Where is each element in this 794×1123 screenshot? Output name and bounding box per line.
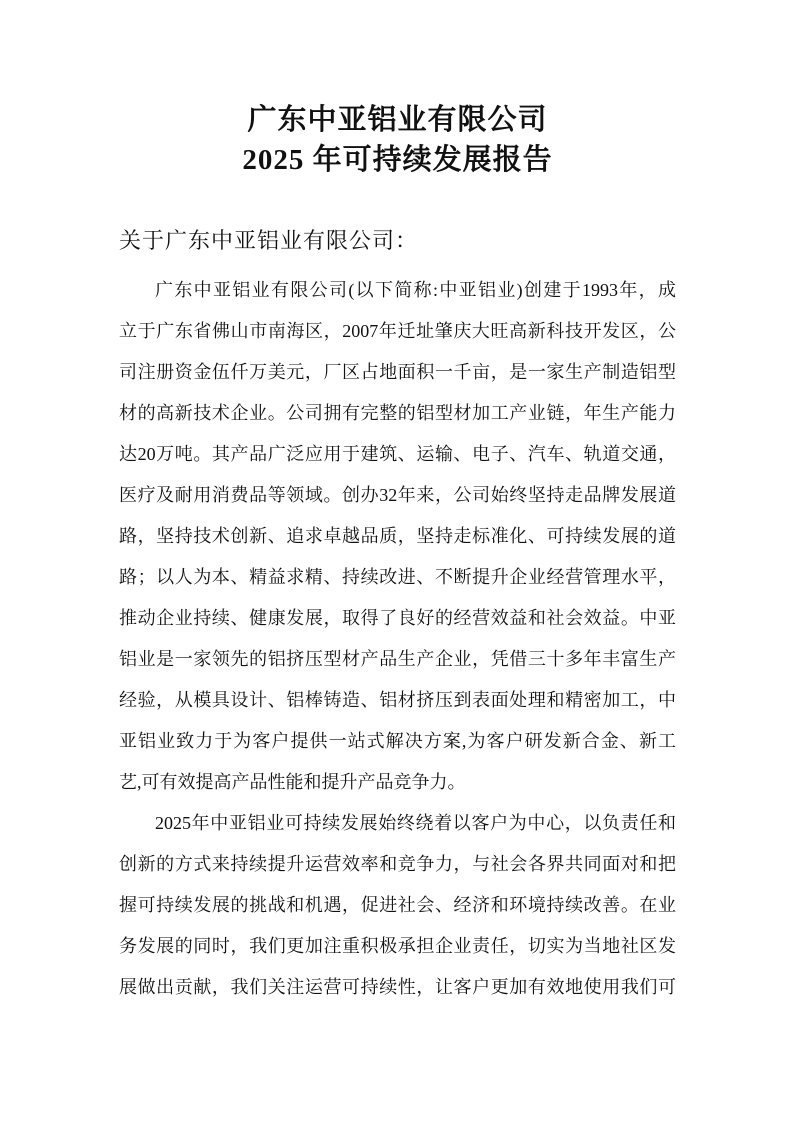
paragraph-line: 达20万吨。其产品广泛应用于建筑、运输、电子、汽车、轨道交通，: [119, 444, 676, 464]
section-heading: 关于广东中亚铝业有限公司：: [119, 228, 419, 253]
paragraph-line: 艺,可有效提高产品性能和提升产品竞争力。: [119, 772, 466, 792]
paragraph-line: 握可持续发展的挑战和机遇，促进社会、经济和环境持续改善。在业: [119, 895, 676, 915]
paragraph-line: 司注册资金伍仟万美元，厂区占地面积一千亩，是一家生产制造铝型: [119, 362, 676, 382]
paragraph-line: 经验，从模具设计、铝棒铸造、铝材挤压到表面处理和精密加工，中: [119, 690, 676, 710]
paragraph-line: 展做出贡献，我们关注运营可持续性，让客户更加有效地使用我们可: [119, 977, 676, 997]
paragraph-line: 创新的方式来持续提升运营效率和竞争力，与社会各界共同面对和把: [119, 854, 676, 874]
paragraph-line: 路；以人为本、精益求精、持续改进、不断提升企业经营管理水平，: [119, 567, 676, 587]
paragraph-line: 广东中亚铝业有限公司(以下简称:中亚铝业)创建于1993年，成: [155, 280, 676, 300]
body-paragraphs: [119, 270, 676, 1008]
paragraph-line: 亚铝业致力于为客户提供一站式解决方案,为客户研发新合金、新工: [119, 731, 676, 751]
paragraph-line: 铝业是一家领先的铝挤压型材产品生产企业，凭借三十多年丰富生产: [119, 649, 676, 669]
paragraph-line: 务发展的同时，我们更加注重积极承担企业责任，切实为当地社区发: [119, 936, 676, 956]
paragraph: [119, 803, 676, 1008]
paragraph: [119, 270, 676, 803]
paragraph-line: 医疗及耐用消费品等领域。创办32年来，公司始终坚持走品牌发展道: [119, 485, 676, 505]
paragraph-line: 材的高新技术企业。公司拥有完整的铝型材加工产业链，年生产能力: [119, 403, 676, 423]
paragraph-line: 推动企业持续、健康发展，取得了良好的经营效益和社会效益。中亚: [119, 608, 676, 628]
report-title: [119, 100, 676, 180]
paragraph-line: 立于广东省佛山市南海区，2007年迁址肇庆大旺高新科技开发区，公: [119, 321, 676, 341]
report-title-company: 广东中亚铝业有限公司: [247, 104, 548, 136]
report-title-subtitle: 2025 年可持续发展报告: [242, 144, 553, 176]
paragraph-line: 2025年中亚铝业可持续发展始终绕着以客户为中心，以负责任和: [155, 813, 676, 833]
paragraph-line: 路，坚持技术创新、追求卓越品质，坚持走标准化、可持续发展的道: [119, 526, 676, 546]
